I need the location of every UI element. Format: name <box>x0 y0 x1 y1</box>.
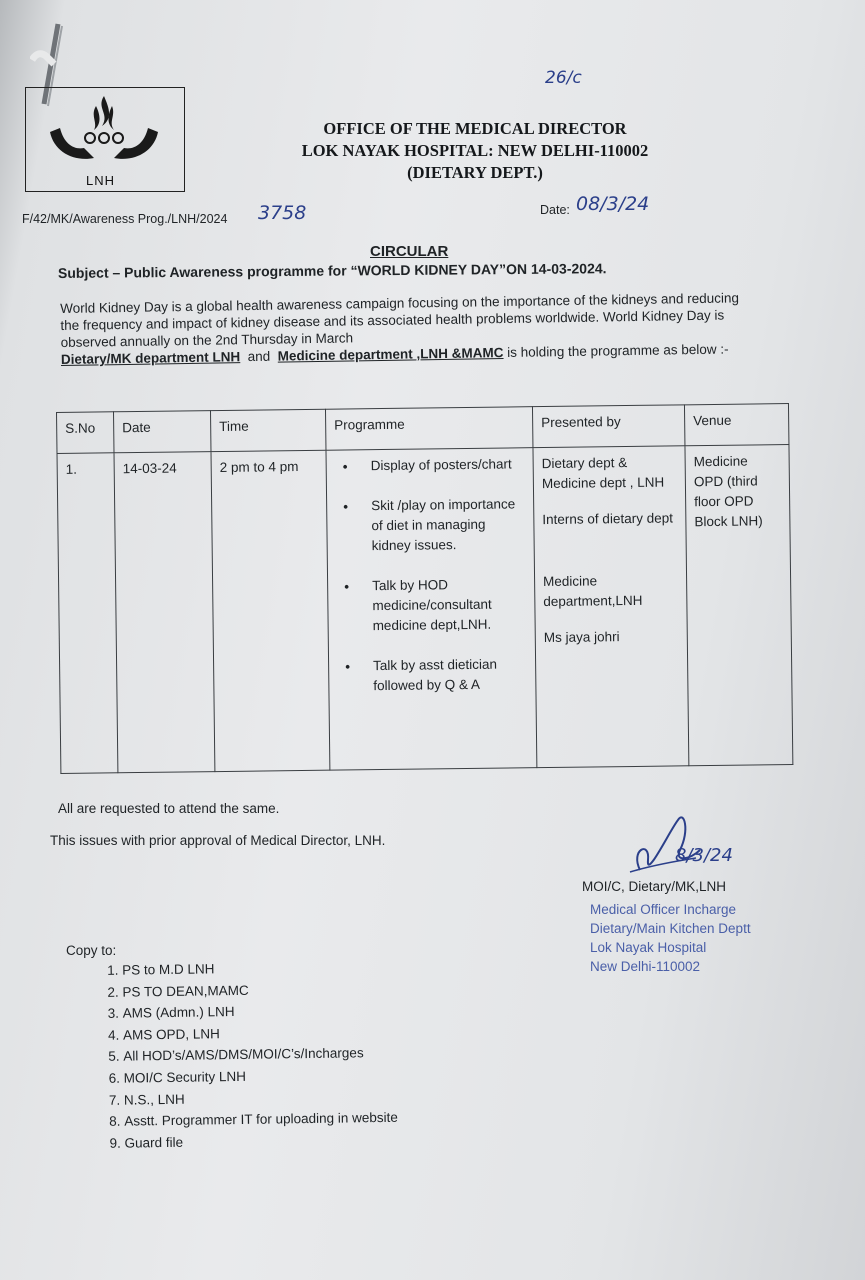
cell-venue: Medicine OPD (third floor OPD Block LNH) <box>685 445 793 766</box>
list-item: 6. MOI/C Security LNH <box>124 1064 398 1089</box>
cell-sno: 1. <box>57 453 118 774</box>
header-line-1: OFFICE OF THE MEDICAL DIRECTOR <box>323 119 627 138</box>
body-paragraph: World Kidney Day is a global health awareness campaign focusing on the importance of the kidneys and reducing the frequency and impact of kidney disease and its associated health problems worldwide. World Kidney Day is observed annually on the 2nd Thursday in March Dietary/MK department LNH and Medicine department ,LNH &MAMC is holding the programme as below :- <box>60 290 740 367</box>
cell-time: 2 pm to 4 pm <box>211 450 330 771</box>
dept-1: Dietary/MK department LNH <box>60 349 241 367</box>
list-item: 4. AMS OPD, LNH <box>123 1021 397 1046</box>
subject-line: Subject – Public Awareness programme for “WORLD KIDNEY DAY”ON 14-03-2024. <box>57 260 607 281</box>
presenter: Ms jaya johri <box>543 629 620 646</box>
th-time: Time <box>210 409 325 451</box>
list-item: 5. All HOD’s/AMS/DMS/MOI/C’s/Incharges <box>123 1042 397 1067</box>
presenter: Interns of dietary dept <box>542 510 674 528</box>
reference-handwritten: 3758 <box>258 202 307 224</box>
date-handwritten: 08/3/24 <box>576 193 650 215</box>
body-text-2: is holding the programme as below :- <box>507 341 729 360</box>
list-item: 1. PS to M.D LNH <box>122 956 396 981</box>
date-label: Date: <box>540 203 570 217</box>
list-item: 8. Asstt. Programmer IT for uploading in website <box>124 1107 398 1132</box>
stamp-line: Dietary/Main Kitchen Deptt <box>590 921 751 936</box>
stamp-line: Medical Officer Incharge <box>590 902 737 917</box>
copy-to-list <box>94 956 398 1155</box>
dept-2: Medicine department ,LNH &MAMC <box>277 345 504 364</box>
list-item: 2. PS TO DEAN,MAMC <box>122 977 396 1002</box>
list-item: 9. Guard file <box>124 1129 398 1154</box>
presenter: Medicine department,LNH <box>543 573 643 610</box>
signatory-designation: MOI/C, Dietary/MK,LNH <box>582 879 727 894</box>
lnh-hands-flame-logo-icon <box>44 92 164 172</box>
th-venue: Venue <box>684 404 788 446</box>
body-text-1: World Kidney Day is a global health awareness campaign focusing on the importance of the kidneys and reducing the frequency and impact of kidney disease and its associated health problems worldwide. World Kidney Day is observed annually on the 2nd Thursday in March <box>60 290 740 350</box>
table-row <box>57 445 793 774</box>
stamp-line: Lok Nayak Hospital <box>590 940 707 955</box>
th-programme: Programme <box>325 407 532 451</box>
list-item: 7. N.S., LNH <box>124 1085 398 1110</box>
programme-table <box>56 403 793 774</box>
logo-text: LNH <box>86 173 116 188</box>
programme-item: • Skit /play on importance of diet in managing kidney issues. <box>371 494 526 556</box>
copy-to-title: Copy to: <box>66 943 117 958</box>
attend-note: All are requested to attend the same. <box>58 801 280 816</box>
stamp-line: New Delhi-110002 <box>590 959 701 974</box>
presenter: Dietary dept & Medicine dept , LNH <box>541 455 665 492</box>
list-item: 3. AMS (Admn.) LNH <box>123 999 397 1024</box>
circular-title: CIRCULAR <box>370 243 449 260</box>
letterhead <box>270 118 680 184</box>
signature-date: 8/3/24 <box>675 845 733 866</box>
header-line-2: LOK NAYAK HOSPITAL: NEW DELHI-110002 <box>301 141 649 160</box>
programme-item: • Talk by HOD medicine/consultant medicine dept,LNH. <box>372 574 527 636</box>
th-sno: S.No <box>57 412 114 454</box>
th-presented-by: Presented by <box>532 405 684 448</box>
programme-item: • Talk by asst dietician followed by Q & A <box>373 654 527 696</box>
cell-date: 14-03-24 <box>114 452 215 773</box>
programme-item: • Display of posters/chart <box>371 454 525 476</box>
logo <box>25 87 185 192</box>
header-line-3: (DIETARY DEPT.) <box>407 163 543 182</box>
official-stamp <box>590 900 751 976</box>
cell-presented-by <box>533 446 689 768</box>
approval-note: This issues with prior approval of Medical Director, LNH. <box>50 833 386 848</box>
cell-programme <box>326 448 537 771</box>
th-date: Date <box>114 411 211 453</box>
reference-number: F/42/MK/Awareness Prog./LNH/2024 <box>22 212 228 226</box>
page-number: 26/c <box>545 68 582 88</box>
